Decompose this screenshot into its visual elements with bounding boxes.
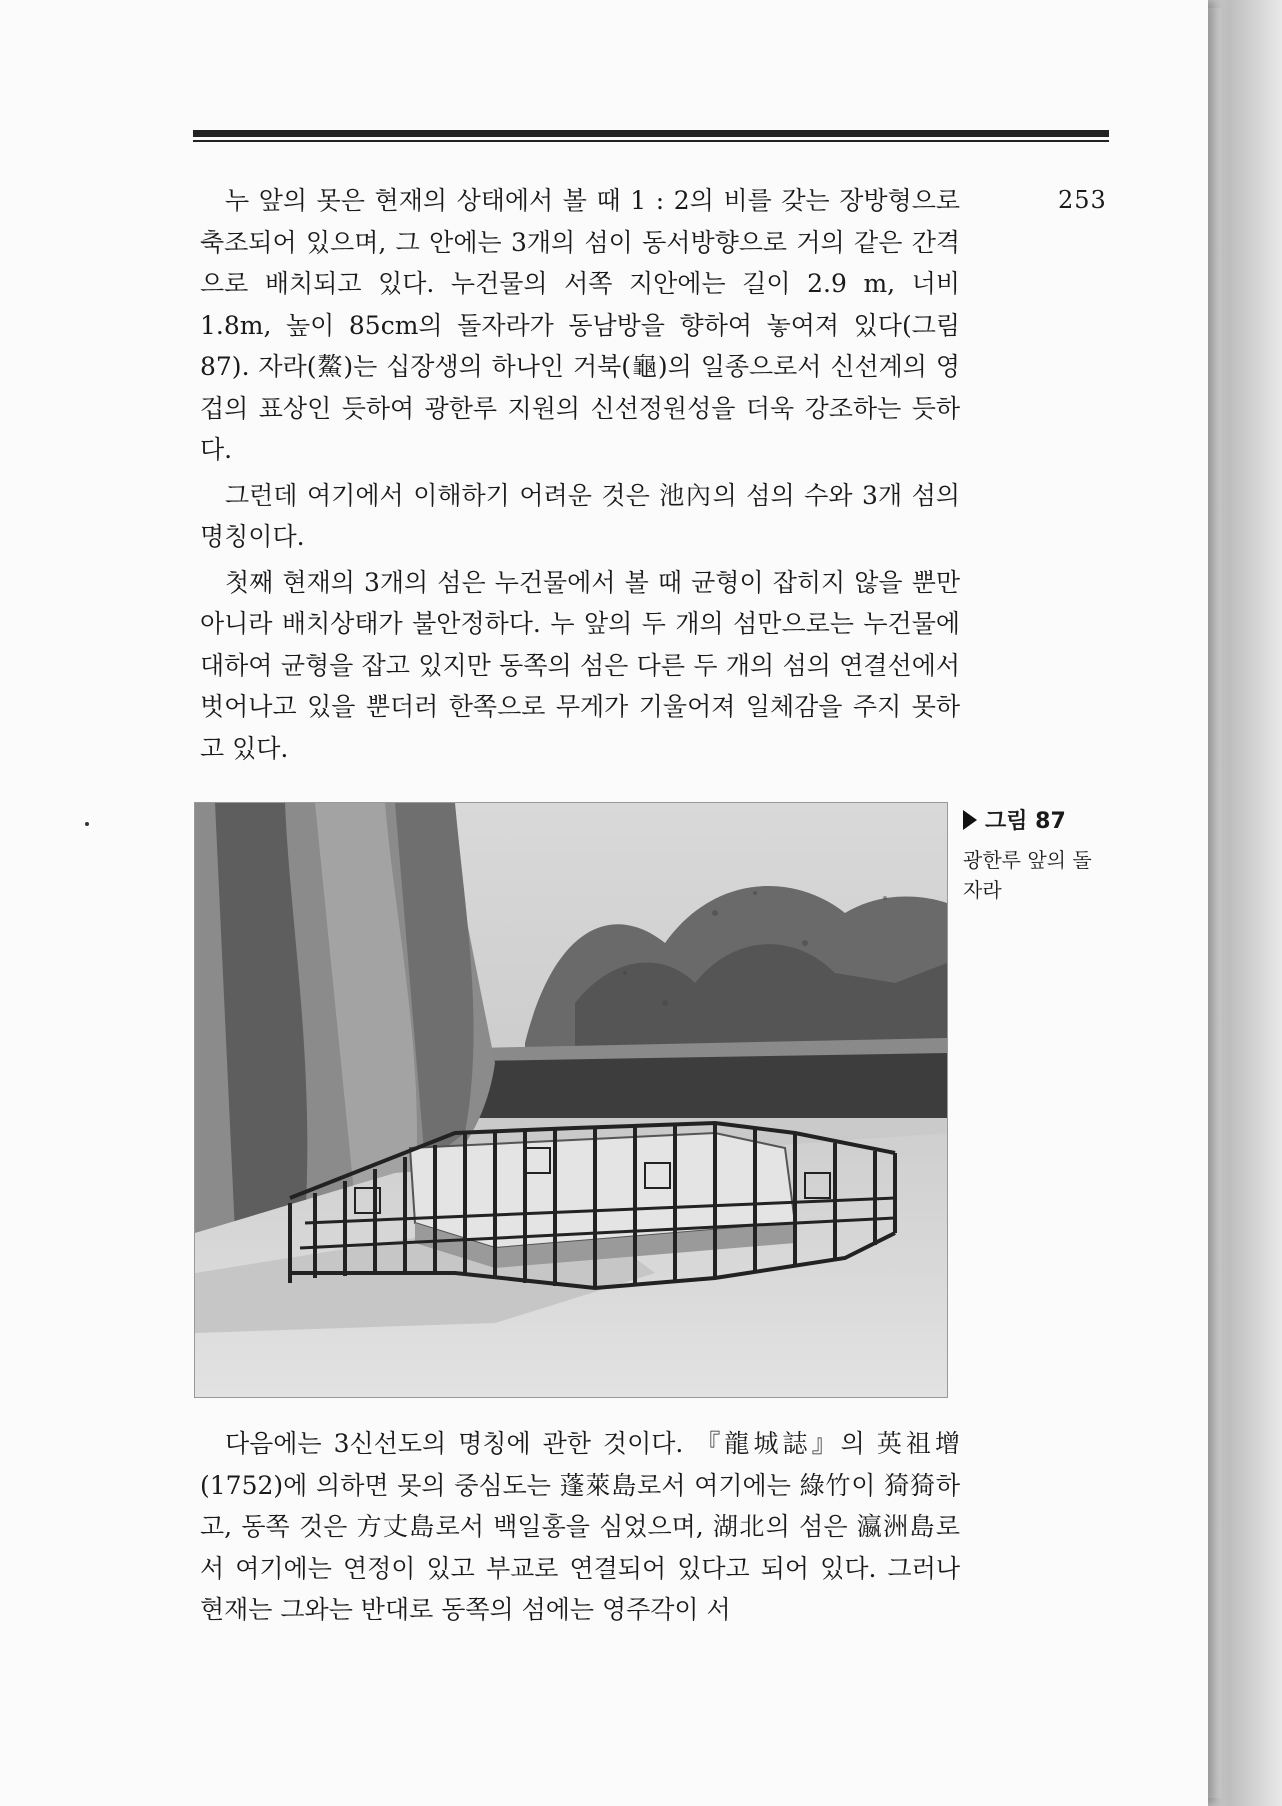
paragraph: 누 앞의 못은 현재의 상태에서 볼 때 1 : 2의 비를 갖는 장방형으로 축조되어 있으며, 그 안에는 3개의 섬이 동서방향으로 거의 같은 간격으로 배치되고 있다. 누건물의 서쪽 지안에는 길이 2.9 m, 너비 1.8m, 높이 85cm의 돌자라가 동남방을 향하여 놓여져 있다(그림 87). 자라(鰲)는 십장생의 하나인 거북(龜)의 일종으로서 신선계의 영겁의 표상인 듯하여 광한루 지원의 신선정원성을 더욱 강조하는 듯하다. <box>200 186 960 464</box>
header-rule-thin <box>193 140 1109 142</box>
figure-description: 광한루 앞의 돌자라 <box>963 848 1092 902</box>
figure-title-text: 그림 87 <box>985 809 1066 834</box>
page-number: 253 <box>1058 186 1107 214</box>
figure-title <box>963 804 1103 835</box>
paragraph: 첫째 현재의 3개의 섬은 누건물에서 볼 때 균형이 잡히지 않을 뿐만 아니라 배치상태가 불안정하다. 누 앞의 두 개의 섬만으로는 누건물에 대하여 균형을 잡고 있지만 동쪽의 섬은 다른 두 개의 섬의 연결선에서 벗어나고 있을 뿐더러 한쪽으로 무게가 기울어져 일체감을 주지 못하고 있다. <box>200 567 960 763</box>
header-rule-thick <box>193 130 1109 137</box>
triangle-bullet-icon <box>963 810 977 830</box>
paragraph: 그런데 여기에서 이해하기 어려운 것은 池內의 섬의 수와 3개 섬의 명칭이다. <box>200 480 960 551</box>
body-text-top <box>200 180 960 773</box>
figure-caption <box>963 804 1103 905</box>
stray-dot <box>85 822 89 826</box>
stone-turtle-photo <box>195 803 947 1397</box>
paragraph: 다음에는 3신선도의 명칭에 관한 것이다. 『龍城誌』의 英祖增(1752)에 의하면 못의 중심도는 蓬萊島로서 여기에는 綠竹이 猗猗하고, 동쪽 것은 方丈島로서 백일홍을 심었으며, 湖北의 섬은 瀛洲島로서 여기에는 연정이 있고 부교로 연결되어 있다고 되어 있다. 그러나 현재는 그와는 반대로 동쪽의 섬에는 영주각이 서 <box>200 1429 960 1624</box>
figure-photo <box>194 802 948 1398</box>
body-text-bottom <box>200 1423 960 1635</box>
